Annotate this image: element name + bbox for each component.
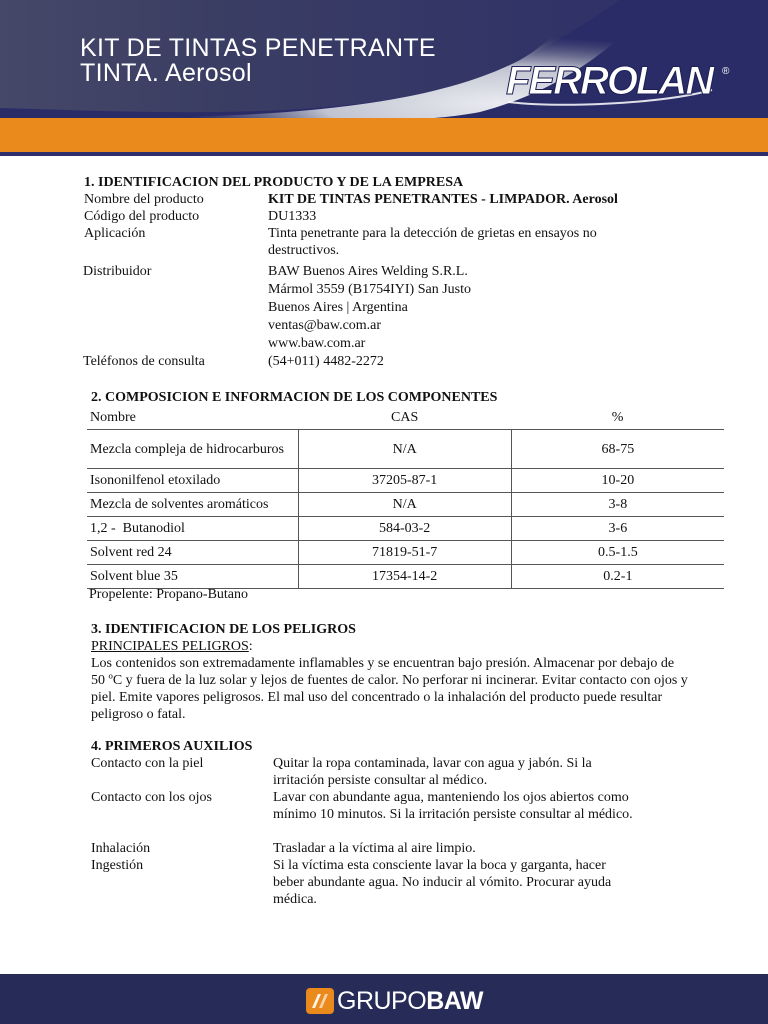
document-title — [80, 36, 436, 86]
main-hazards-heading — [91, 638, 253, 655]
component-cas: N/A — [298, 493, 511, 517]
column-header-percent: % — [511, 406, 724, 430]
component-cas: 584-03-2 — [298, 517, 511, 541]
component-name: 1,2 - Butanodiol — [87, 517, 298, 541]
table-header-row — [87, 406, 724, 430]
page-header — [0, 0, 768, 156]
component-percent: 0.5-1.5 — [511, 541, 724, 565]
composition-table — [87, 406, 724, 589]
grupobaw-wordmark — [337, 988, 483, 1014]
application-label: Aplicación — [84, 226, 146, 241]
main-hazards-heading-text: PRINCIPALES PELIGROS — [91, 639, 249, 654]
ferrolan-logo — [500, 50, 740, 110]
component-cas: N/A — [298, 430, 511, 469]
section1-title: 1. IDENTIFICACION DEL PRODUCTO Y DE LA EMPRESA — [84, 175, 464, 190]
component-percent: 0.2-1 — [511, 565, 724, 589]
product-code-value: DU1333 — [268, 209, 317, 224]
phone-value: (54+011) 4482-2272 — [268, 354, 384, 369]
eye-contact-label: Contacto con los ojos — [91, 790, 212, 805]
inhalation-value: Trasladar a la víctima al aire limpio. — [273, 841, 476, 856]
distributor-label: Distribuidor — [83, 264, 152, 279]
logo-wordmark: FERROLAN — [506, 59, 713, 103]
component-name: Solvent red 24 — [87, 541, 298, 565]
component-cas: 37205-87-1 — [298, 469, 511, 493]
ingestion-value: Si la víctima esta consciente lavar la boca y garganta, hacer beber abundante agua. No inducir al vómito. Procurar ayuda médica. — [273, 858, 612, 907]
grupobaw-wordmark-part1: GRUPO — [337, 987, 427, 1015]
distributor-line1: BAW Buenos Aires Welding S.R.L. — [268, 264, 468, 279]
skin-contact-value: Quitar la ropa contaminada, lavar con agua y jabón. Si la irritación persiste consultar al médico. — [273, 756, 592, 788]
table-row — [87, 541, 724, 565]
phone-label: Teléfonos de consulta — [83, 354, 205, 369]
grupobaw-logo — [306, 988, 483, 1014]
column-header-name: Nombre — [87, 406, 298, 430]
registered-mark: ® — [722, 66, 730, 77]
section4-title: 4. PRIMEROS AUXILIOS — [91, 739, 253, 754]
component-name: Mezcla de solventes aromáticos — [87, 493, 298, 517]
page-footer — [0, 974, 768, 1024]
hazards-paragraph: Los contenidos son extremadamente inflamables y se encuentran bajo presión. Almacenar por debajo de 50 ºC y fuera de la luz solar y lejos de fuentes de calor. No perforar ni incinerar. Evitar contacto con ojos y piel. Emite vapores peligrosos. El mal uso del concentrado o la inhalación del producto puede resultar peligroso o fatal. — [91, 656, 688, 722]
component-percent: 68-75 — [511, 430, 724, 469]
grupobaw-wordmark-part2: BAW — [426, 987, 484, 1015]
table-row — [87, 430, 724, 469]
component-cas: 71819-51-7 — [298, 541, 511, 565]
table-row — [87, 469, 724, 493]
table-row — [87, 493, 724, 517]
distributor-line3: Buenos Aires | Argentina — [268, 300, 408, 315]
distributor-email: ventas@baw.com.ar — [268, 318, 382, 333]
component-name: Solvent blue 35 — [87, 565, 298, 589]
component-percent: 10-20 — [511, 469, 724, 493]
distributor-line2: Mármol 3559 (B1754IYI) San Justo — [268, 282, 471, 297]
eye-contact-value: Lavar con abundante agua, manteniendo los ojos abiertos como mínimo 10 minutos. Si la irritación persiste consultar al médico. — [273, 790, 633, 822]
baw-mark-icon — [306, 988, 334, 1014]
skin-contact-label: Contacto con la piel — [91, 756, 204, 771]
component-percent: 3-6 — [511, 517, 724, 541]
table-row — [87, 517, 724, 541]
product-name-value: KIT DE TINTAS PENETRANTES - LIMPADOR. Aerosol — [268, 192, 618, 207]
ingestion-label: Ingestión — [91, 858, 144, 873]
propellant-note: Propelente: Propano-Butano — [89, 587, 249, 602]
document-title-line2: TINTA. Aerosol — [80, 59, 252, 87]
component-cas: 17354-14-2 — [298, 565, 511, 589]
table-row — [87, 565, 724, 589]
inhalation-label: Inhalación — [91, 841, 151, 856]
section2-title: 2. COMPOSICION E INFORMACION DE LOS COMPONENTES — [91, 390, 498, 405]
component-name: Mezcla compleja de hidrocarburos — [87, 430, 298, 469]
section3-title: 3. IDENTIFICACION DE LOS PELIGROS — [91, 622, 356, 637]
column-header-cas: CAS — [298, 406, 511, 430]
distributor-website: www.baw.com.ar — [268, 336, 366, 351]
product-name-label: Nombre del producto — [84, 192, 204, 207]
component-name: Isononilfenol etoxilado — [87, 469, 298, 493]
document-title-line1: KIT DE TINTAS PENETRANTE — [80, 34, 436, 62]
main-hazards-heading-colon: : — [248, 639, 253, 654]
application-value: Tinta penetrante para la detección de grietas en ensayos no destructivos. — [268, 226, 597, 258]
product-code-label: Código del producto — [84, 209, 200, 224]
component-percent: 3-8 — [511, 493, 724, 517]
